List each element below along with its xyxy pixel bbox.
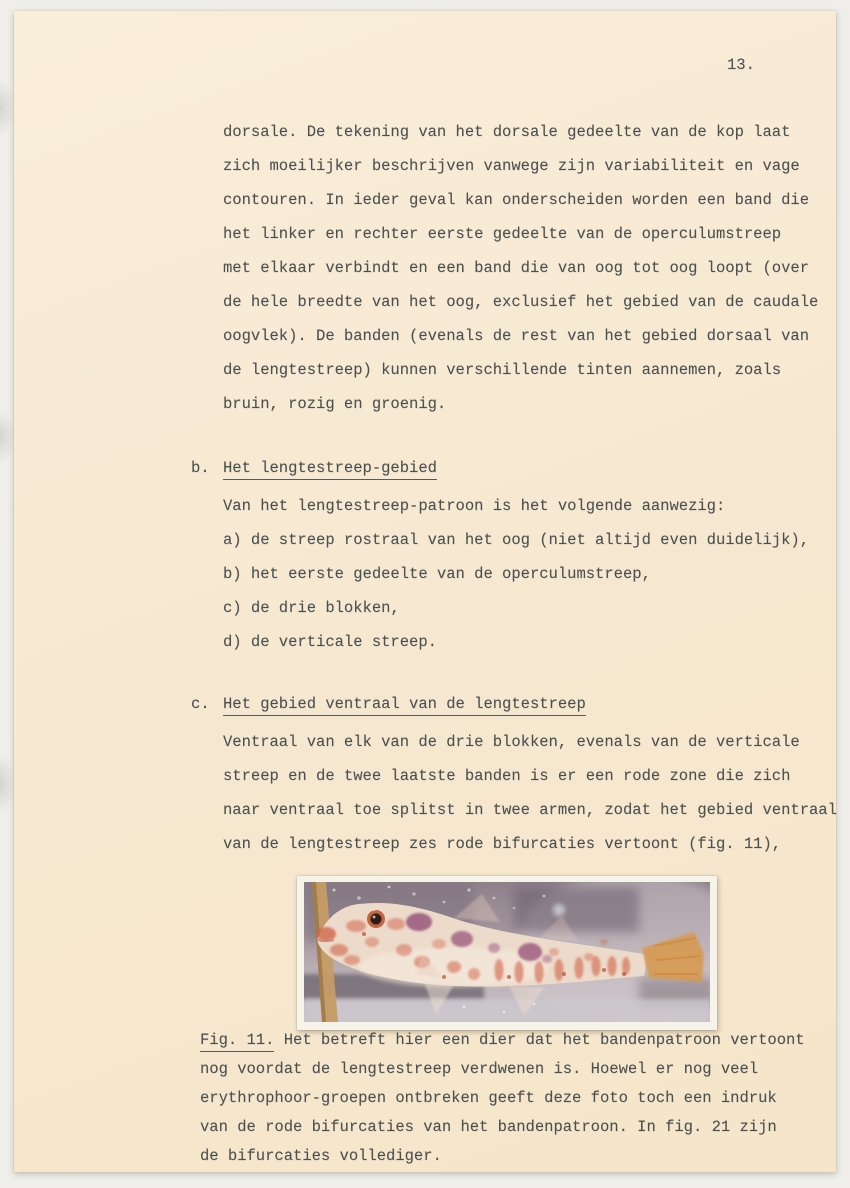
list-item: b) het eerste gedeelte van de operculumstreep,: [223, 565, 651, 583]
caption-line: [200, 1026, 805, 1055]
text-line: de hele breedte van het oog, exclusief het gebied van de caudale: [223, 293, 819, 311]
section-b-title: Het lengtestreep-gebied: [223, 459, 437, 480]
figure-label: Fig. 11.: [200, 1031, 274, 1052]
text-line: Ventraal van elk van de drie blokken, evenals van de verticale: [223, 733, 800, 751]
text-line: streep en de twee laatste banden is er een rode zone die zich: [223, 767, 791, 785]
list-item: d) de verticale streep.: [223, 633, 437, 651]
text-line: de lengtestreep) kunnen verschillende tinten aannemen, zoals: [223, 361, 782, 379]
caption-line: de bifurcaties vollediger.: [200, 1147, 442, 1165]
scan-smudge: [0, 756, 15, 812]
section-c-heading: [191, 687, 837, 721]
figure-11-caption: [200, 1026, 805, 1171]
caption-line: van de rode bifurcaties van het bandenpatroon. In fig. 21 zijn: [200, 1118, 777, 1136]
list-item: a) de streep rostraal van het oog (niet altijd even duidelijk),: [223, 531, 809, 549]
text-line: zich moeilijker beschrijven vanwege zijn variabiliteit en vage: [223, 157, 800, 175]
section-b: [191, 451, 809, 659]
section-c-title: Het gebied ventraal van de lengtestreep: [223, 695, 586, 716]
figure-11-photo: [297, 876, 717, 1030]
text-line: Van het lengtestreep-patroon is het volgende aanwezig:: [223, 497, 726, 515]
section-b-heading: [191, 451, 809, 485]
text-line: met elkaar verbindt en een band die van oog tot oog loopt (over: [223, 259, 809, 277]
section-c-letter: c.: [191, 695, 210, 713]
section-c: [191, 687, 837, 861]
scan-smudge: [0, 82, 15, 134]
text-line: contouren. In ieder geval kan onderscheiden worden een band die: [223, 191, 809, 209]
text-line: naar ventraal toe splitst in twee armen, zodat het gebied ventraal: [223, 801, 837, 819]
caption-line: erythrophoor-groepen ontbreken geeft deze foto toch een indruk: [200, 1089, 777, 1107]
text-line: dorsale. De tekening van het dorsale gedeelte van de kop laat: [223, 123, 791, 141]
document-page: [14, 11, 836, 1172]
paragraph-dorsale: [223, 115, 818, 421]
page-number: 13.: [727, 56, 755, 74]
list-item: c) de drie blokken,: [223, 599, 400, 617]
caption-text: Het betreft hier een dier dat het bandenpatroon vertoont: [274, 1031, 805, 1049]
caption-line: nog voordat de lengtestreep verdwenen is. Hoewel er nog veel: [200, 1060, 759, 1078]
fish-photo-illustration: [304, 882, 710, 1022]
text-line: van de lengtestreep zes rode bifurcaties vertoont (fig. 11),: [223, 835, 782, 853]
text-line: het linker en rechter eerste gedeelte van de operculumstreep: [223, 225, 782, 243]
text-line: oogvlek). De banden (evenals de rest van het gebied dorsaal van: [223, 327, 809, 345]
scan-smudge: [0, 412, 15, 462]
section-b-letter: b.: [191, 459, 210, 477]
text-line: bruin, rozig en groenig.: [223, 395, 447, 413]
